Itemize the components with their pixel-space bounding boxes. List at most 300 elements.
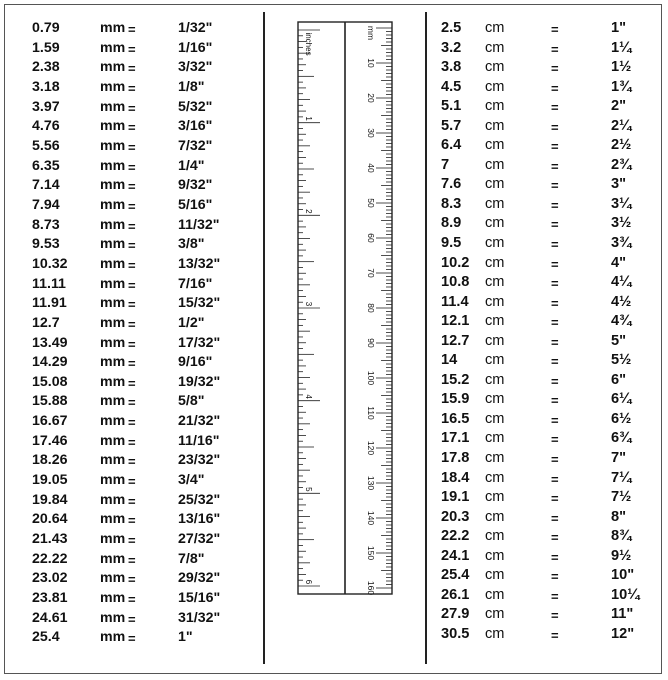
table-row [441, 625, 651, 645]
mm-tick-label: 160 [366, 580, 376, 596]
inch-value: 4¾ [611, 313, 632, 330]
measurement-value: 20.3 [441, 508, 470, 525]
inch-value: 3" [611, 176, 627, 193]
column-divider-left [263, 12, 265, 664]
equals-sign: = [128, 493, 136, 509]
unit-label: mm [100, 570, 126, 587]
inch-value: 1¼ [611, 39, 632, 56]
inch-value: 7/16" [178, 275, 213, 292]
inch-value: 29/32" [178, 570, 221, 587]
unit-label: cm [485, 606, 505, 623]
unit-label: cm [485, 371, 505, 388]
unit-label: mm [100, 137, 126, 154]
measurement-value: 2.5 [441, 20, 462, 36]
measurement-value: 21.43 [32, 531, 68, 548]
unit-label: mm [100, 511, 126, 528]
unit-label: cm [485, 332, 505, 349]
measurement-value: 10.8 [441, 274, 470, 291]
measurement-value: 9.53 [32, 236, 60, 253]
unit-label: mm [100, 39, 126, 56]
measurement-value: 7.6 [441, 176, 462, 193]
unit-label: mm [100, 629, 126, 646]
measurement-value: 4.5 [441, 78, 462, 95]
table-row [32, 235, 262, 255]
inch-value: 31/32" [178, 609, 221, 626]
inch-value: 3/16" [178, 118, 213, 135]
equals-sign: = [551, 608, 559, 624]
inch-value: 19/32" [178, 373, 221, 390]
measurement-value: 25.4 [441, 567, 470, 584]
mm-tick-label: 40 [366, 163, 376, 173]
measurement-value: 3.97 [32, 98, 60, 115]
equals-sign: = [128, 434, 136, 450]
inch-value: 1" [611, 20, 627, 36]
equals-sign: = [128, 336, 136, 352]
equals-sign: = [128, 533, 136, 549]
equals-sign: = [551, 22, 559, 37]
measurement-value: 30.5 [441, 625, 470, 642]
unit-label: mm [100, 216, 126, 233]
table-row [32, 78, 262, 98]
measurement-value: 7.94 [32, 196, 60, 213]
mm-tick-label: 140 [366, 510, 376, 526]
inch-value: 1¾ [611, 78, 632, 95]
unit-label: cm [485, 176, 505, 193]
unit-label: mm [100, 314, 126, 331]
column-divider-right [425, 12, 427, 664]
unit-label: cm [485, 59, 505, 76]
table-row [32, 353, 262, 373]
mm-tick-label: 60 [366, 233, 376, 243]
table-row [441, 234, 651, 254]
inch-value: 1" [178, 629, 193, 646]
equals-sign: = [128, 395, 136, 411]
equals-sign: = [551, 178, 559, 194]
table-row [441, 312, 651, 332]
unit-label: cm [485, 293, 505, 310]
inch-value: 3/32" [178, 59, 213, 76]
unit-label: mm [100, 177, 126, 194]
table-row [441, 547, 651, 567]
table-row [32, 530, 262, 550]
table-row [441, 566, 651, 586]
measurement-value: 17.1 [441, 430, 470, 447]
equals-sign: = [551, 373, 559, 389]
inch-value: 11" [611, 606, 634, 623]
measurement-value: 14 [441, 352, 458, 369]
unit-label: mm [100, 491, 126, 508]
table-row [441, 136, 651, 156]
unit-label: mm [100, 452, 126, 469]
inch-value: 27/32" [178, 531, 221, 548]
table-row [32, 314, 262, 334]
table-row [441, 214, 651, 234]
table-row [32, 609, 262, 629]
equals-sign: = [128, 611, 136, 627]
equals-sign: = [551, 315, 559, 331]
measurement-value: 23.02 [32, 570, 68, 587]
equals-sign: = [128, 41, 136, 57]
inch-value: 10¼ [611, 586, 640, 603]
inch-value: 1/4" [178, 157, 205, 174]
table-row [441, 371, 651, 391]
table-row [32, 471, 262, 491]
inch-value: 3¼ [611, 195, 632, 212]
table-row [32, 137, 262, 157]
inch-value: 25/32" [178, 491, 221, 508]
measurement-value: 22.22 [32, 550, 68, 567]
inch-value: 8" [611, 508, 627, 525]
unit-label: mm [100, 531, 126, 548]
inch-value: 7/8" [178, 550, 205, 567]
inch-unit-label: inches [304, 32, 313, 56]
table-row [32, 117, 262, 137]
measurement-value: 3.18 [32, 78, 60, 95]
inch-value: 7½ [611, 489, 632, 506]
table-row [441, 508, 651, 528]
equals-sign: = [551, 588, 559, 604]
unit-label: cm [485, 254, 505, 271]
table-row [32, 373, 262, 393]
unit-label: mm [100, 118, 126, 135]
equals-sign: = [128, 592, 136, 608]
equals-sign: = [551, 100, 559, 116]
unit-label: cm [485, 235, 505, 252]
measurement-value: 17.8 [441, 450, 470, 467]
measurement-value: 16.67 [32, 413, 68, 430]
equals-sign: = [128, 552, 136, 568]
mm-tick-label: 30 [366, 128, 376, 138]
measurement-value: 5.7 [441, 117, 462, 134]
unit-label: cm [485, 20, 505, 36]
inch-value: 1½ [611, 59, 632, 76]
inch-value: 17/32" [178, 334, 221, 351]
table-row [441, 156, 651, 176]
mm-tick-label: 110 [366, 406, 376, 420]
inch-tick-label: 4 [304, 394, 313, 399]
equals-sign: = [128, 257, 136, 273]
equals-sign: = [128, 159, 136, 175]
unit-label: cm [485, 410, 505, 427]
unit-label: cm [485, 567, 505, 584]
table-row [32, 451, 262, 471]
measurement-value: 11.91 [32, 295, 67, 312]
mm-tick-label: 10 [366, 58, 376, 68]
measurement-value: 15.08 [32, 373, 68, 390]
mm-tick-label: 150 [366, 545, 376, 561]
inch-tick-label: 6 [304, 579, 313, 585]
unit-label: mm [100, 609, 126, 626]
table-row [32, 432, 262, 452]
equals-sign: = [551, 491, 559, 507]
measurement-value: 3.2 [441, 39, 462, 56]
measurement-value: 15.9 [441, 391, 470, 408]
table-row [441, 429, 651, 449]
measurement-value: 23.81 [32, 590, 68, 607]
measurement-value: 6.35 [32, 157, 60, 174]
table-row [32, 39, 262, 59]
inch-value: 15/32" [178, 295, 221, 312]
equals-sign: = [128, 297, 136, 313]
inch-value: 2¾ [611, 156, 632, 173]
table-row [32, 196, 262, 216]
equals-sign: = [128, 22, 136, 37]
unit-label: cm [485, 489, 505, 506]
measurement-value: 6.4 [441, 137, 462, 154]
measurement-value: 4.76 [32, 118, 60, 135]
measurement-value: 15.88 [32, 393, 68, 410]
inch-value: 1/2" [178, 314, 205, 331]
inch-value: 2¼ [611, 117, 632, 134]
measurement-value: 11.11 [32, 275, 66, 292]
equals-sign: = [551, 256, 559, 272]
unit-label: cm [485, 528, 505, 545]
unit-label: mm [100, 432, 126, 449]
inch-value: 6¼ [611, 391, 632, 408]
inch-value: 5" [611, 332, 627, 349]
unit-label: cm [485, 39, 505, 56]
unit-label: mm [100, 20, 126, 36]
measurement-value: 10.2 [441, 254, 470, 271]
equals-sign: = [551, 61, 559, 77]
equals-sign: = [551, 139, 559, 155]
equals-sign: = [128, 277, 136, 293]
inch-value: 4" [611, 254, 627, 271]
unit-label: cm [485, 137, 505, 154]
unit-label: mm [100, 472, 126, 489]
equals-sign: = [551, 549, 559, 565]
table-row [441, 254, 651, 274]
table-row [441, 195, 651, 215]
equals-sign: = [551, 530, 559, 546]
inch-value: 1/32" [178, 20, 213, 36]
table-row [32, 510, 262, 530]
inch-value: 10" [611, 567, 635, 584]
equals-sign: = [551, 627, 559, 643]
unit-label: mm [100, 255, 126, 272]
table-row [32, 569, 262, 589]
measurement-value: 18.4 [441, 469, 470, 486]
table-row [441, 351, 651, 371]
equals-sign: = [128, 61, 136, 77]
equals-sign: = [128, 100, 136, 116]
table-row [441, 527, 651, 547]
inch-value: 11/16" [178, 432, 220, 449]
mm-tick-label: 80 [366, 303, 376, 313]
equals-sign: = [551, 510, 559, 526]
unit-label: mm [100, 98, 126, 115]
unit-label: cm [485, 547, 505, 564]
table-row [32, 491, 262, 511]
inch-value: 3/8" [178, 236, 205, 253]
measurement-value: 9.5 [441, 235, 462, 252]
unit-label: mm [100, 78, 126, 95]
unit-label: cm [485, 274, 505, 291]
equals-sign: = [551, 197, 559, 213]
equals-sign: = [551, 432, 559, 448]
equals-sign: = [551, 334, 559, 350]
table-row [32, 275, 262, 295]
measurement-value: 12.1 [441, 313, 470, 330]
unit-label: mm [100, 393, 126, 410]
table-row [32, 157, 262, 177]
equals-sign: = [128, 631, 136, 647]
equals-sign: = [128, 179, 136, 195]
table-row [441, 273, 651, 293]
table-row [441, 390, 651, 410]
table-row [32, 589, 262, 609]
equals-sign: = [128, 513, 136, 529]
unit-label: mm [100, 354, 126, 371]
equals-sign: = [551, 295, 559, 311]
unit-label: cm [485, 156, 505, 173]
table-row [32, 176, 262, 196]
mm-tick-label: 70 [366, 268, 376, 278]
inch-tick-label: 5 [304, 487, 313, 492]
measurement-value: 10.32 [32, 255, 68, 272]
equals-sign: = [128, 120, 136, 136]
unit-label: cm [485, 352, 505, 369]
table-row [441, 97, 651, 117]
measurement-value: 7 [441, 156, 450, 173]
unit-label: cm [485, 450, 505, 467]
unit-label: cm [485, 625, 505, 642]
measurement-value: 19.84 [32, 491, 68, 508]
equals-sign: = [128, 198, 136, 214]
table-row [441, 19, 651, 39]
table-row [32, 216, 262, 236]
equals-sign: = [128, 375, 136, 391]
equals-sign: = [128, 218, 136, 234]
unit-label: cm [485, 469, 505, 486]
table-row [441, 117, 651, 137]
unit-label: mm [100, 59, 126, 76]
unit-label: mm [100, 157, 126, 174]
mm-unit-label: mm [366, 25, 376, 41]
measurement-value: 20.64 [32, 511, 68, 528]
table-row [441, 175, 651, 195]
inch-value: 5/32" [178, 98, 213, 115]
measurement-value: 3.8 [441, 59, 462, 76]
unit-label: mm [100, 373, 126, 390]
inch-value: 2" [611, 98, 627, 115]
inch-value: 6¾ [611, 430, 632, 447]
unit-label: cm [485, 117, 505, 134]
measurement-value: 0.79 [32, 20, 60, 36]
equals-sign: = [551, 41, 559, 57]
measurement-value: 5.56 [32, 137, 60, 154]
measurement-value: 24.1 [441, 547, 470, 564]
unit-label: cm [485, 313, 505, 330]
equals-sign: = [128, 356, 136, 372]
inch-value: 7" [611, 450, 627, 467]
equals-sign: = [551, 354, 559, 370]
inch-value: 7/32" [178, 137, 213, 154]
measurement-value: 8.73 [32, 216, 60, 233]
unit-label: mm [100, 275, 126, 292]
measurement-value: 12.7 [32, 314, 60, 331]
inch-value: 2½ [611, 137, 632, 154]
unit-label: mm [100, 295, 126, 312]
unit-label: mm [100, 236, 126, 253]
measurement-value: 17.46 [32, 432, 68, 449]
unit-label: cm [485, 508, 505, 525]
table-row [441, 488, 651, 508]
mm-tick-label: 50 [366, 198, 376, 208]
unit-label: mm [100, 334, 126, 351]
measurement-value: 27.9 [441, 606, 470, 623]
measurement-value: 2.38 [32, 59, 60, 76]
table-row [441, 586, 651, 606]
table-row [32, 412, 262, 432]
equals-sign: = [551, 412, 559, 428]
table-row [441, 293, 651, 313]
equals-sign: = [551, 452, 559, 468]
inch-tick-label: 2 [304, 209, 313, 214]
inch-value: 1/8" [178, 78, 205, 95]
measurement-value: 22.2 [441, 528, 470, 545]
equals-sign: = [128, 139, 136, 155]
measurement-value: 12.7 [441, 332, 470, 349]
measurement-value: 25.4 [32, 629, 60, 646]
inch-value: 9/32" [178, 177, 213, 194]
equals-sign: = [128, 238, 136, 254]
table-row [32, 255, 262, 275]
measurement-value: 19.1 [441, 489, 470, 506]
equals-sign: = [551, 80, 559, 96]
equals-sign: = [128, 80, 136, 96]
inch-value: 3/4" [178, 472, 205, 489]
table-row [32, 392, 262, 412]
equals-sign: = [551, 237, 559, 253]
unit-label: cm [485, 98, 505, 115]
measurement-value: 16.5 [441, 410, 470, 427]
measurement-value: 26.1 [441, 586, 470, 603]
measurement-value: 14.29 [32, 354, 68, 371]
equals-sign: = [551, 276, 559, 292]
mm-tick-label: 120 [366, 440, 376, 456]
unit-label: cm [485, 195, 505, 212]
inch-value: 21/32" [178, 413, 221, 430]
inch-value: 11/32" [178, 216, 220, 233]
equals-sign: = [551, 217, 559, 233]
measurement-value: 1.59 [32, 39, 60, 56]
inch-value: 15/16" [178, 590, 221, 607]
unit-label: cm [485, 215, 505, 232]
measurement-value: 11.4 [441, 293, 469, 310]
equals-sign: = [551, 393, 559, 409]
equals-sign: = [128, 474, 136, 490]
unit-label: mm [100, 413, 126, 430]
inch-value: 23/32" [178, 452, 221, 469]
unit-label: mm [100, 196, 126, 213]
inch-value: 5½ [611, 352, 632, 369]
inch-value: 1/16" [178, 39, 213, 56]
measurement-value: 8.9 [441, 215, 462, 232]
table-row [441, 58, 651, 78]
table-row [32, 58, 262, 78]
inch-value: 5/8" [178, 393, 205, 410]
equals-sign: = [128, 572, 136, 588]
table-row [441, 449, 651, 469]
table-row [32, 628, 262, 648]
unit-label: cm [485, 586, 505, 603]
measurement-value: 24.61 [32, 609, 68, 626]
table-row [441, 605, 651, 625]
mm-tick-label: 90 [366, 338, 376, 348]
inch-value: 6½ [611, 410, 632, 427]
table-row [32, 98, 262, 118]
